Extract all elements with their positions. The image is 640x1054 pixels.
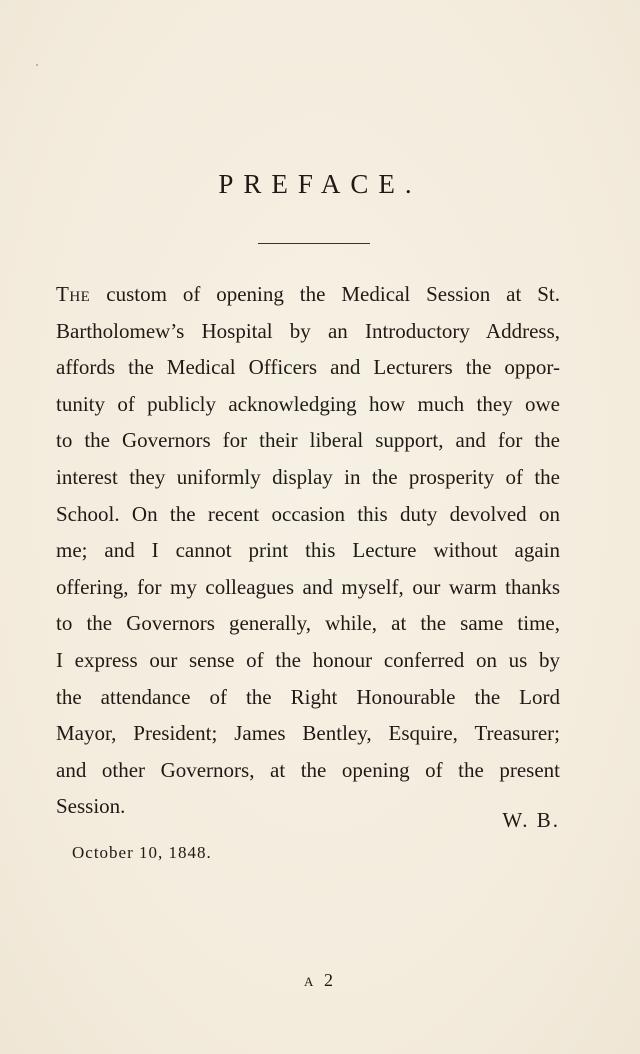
paragraph-line: interest they uniformly display in the prosperity of the xyxy=(56,464,560,489)
paragraph-line: to the Governors for their liberal support, and for the xyxy=(56,428,560,453)
page-number: 2 xyxy=(323,970,336,990)
paragraph-line: Mayor, President; James Bentley, Esquire, Treasurer; xyxy=(56,721,560,746)
preface-date: October 10, 1848. xyxy=(72,843,212,862)
lead-smallcaps: The xyxy=(56,282,91,306)
lead-line-rest: custom of opening the Medical Session at St. xyxy=(106,282,561,306)
paper-speck xyxy=(36,64,38,66)
paragraph-line: I express our sense of the honour conferred on us by xyxy=(56,647,560,672)
paragraph-line: to the Governors generally, while, at the same time, xyxy=(56,611,560,636)
paragraph-line: offering, for my colleagues and myself, our warm thanks xyxy=(56,574,560,599)
paragraph-line: Bartholomew’s Hospital by an Introductory Address, xyxy=(56,318,560,343)
paragraph-line xyxy=(56,276,560,313)
signature-mark: A xyxy=(304,974,317,989)
preface-body xyxy=(56,276,560,825)
page-title: PREFACE. xyxy=(218,169,422,199)
paragraph-line: tunity of publicly acknowledging how much they owe xyxy=(56,391,560,416)
paragraph-line: affords the Medical Officers and Lecturers the oppor- xyxy=(56,355,560,380)
paragraph-line: and other Governors, at the opening of the present xyxy=(56,757,560,782)
paragraph-line: Session. xyxy=(56,794,126,819)
author-initials: W. B. xyxy=(502,808,560,832)
paragraph-line: me; and I cannot print this Lecture without again xyxy=(56,538,560,563)
paragraph-line: the attendance of the Right Honourable the Lord xyxy=(56,684,560,709)
page-footer xyxy=(0,970,640,991)
title-rule xyxy=(258,243,370,244)
paragraph-line: School. On the recent occasion this duty devolved on xyxy=(56,501,560,526)
